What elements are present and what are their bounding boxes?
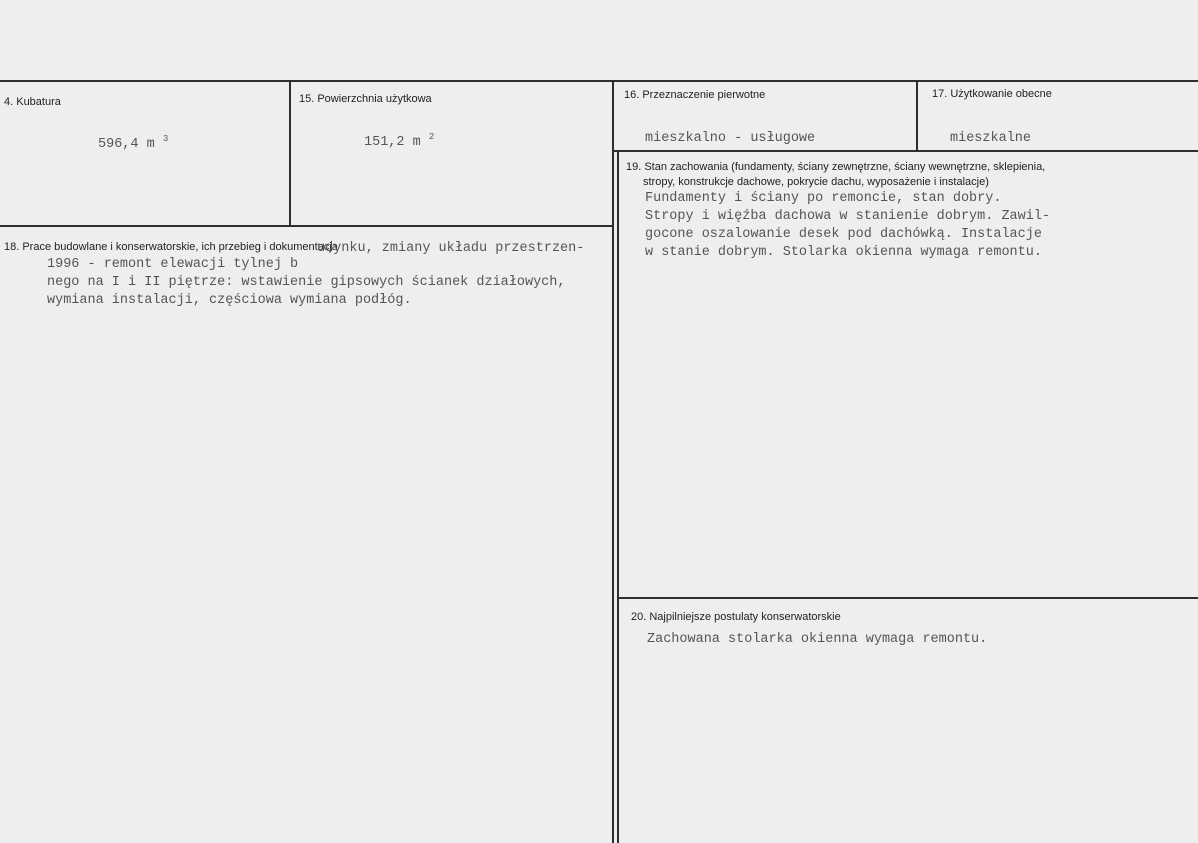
field18-overtyped: udynku, zmiany układu przestrzen- xyxy=(317,241,585,256)
rule-right-mid xyxy=(618,597,1198,599)
rule-row2 xyxy=(612,150,1198,152)
field19-line: Fundamenty i ściany po remoncie, stan dobry. xyxy=(645,191,1002,206)
field20-label: 20. Najpilniejsze postulaty konserwatorskie xyxy=(631,611,841,623)
field18-line: 1996 - remont elewacji tylnej b xyxy=(47,257,299,272)
field20-value: Zachowana stolarka okienna wymaga remontu. xyxy=(647,632,988,647)
rule-v-16-17 xyxy=(916,80,918,152)
field15-label: 15. Powierzchnia użytkowa xyxy=(299,93,432,105)
field16-label: 16. Przeznaczenie pierwotne xyxy=(624,89,766,101)
field14-value: 596,4 m $^3$ xyxy=(98,134,169,152)
field16-value: mieszkalno - usługowe xyxy=(645,131,816,146)
field18-label: 18. Prace budowlane i konserwatorskie, ich przebieg i dokumentacja xyxy=(4,241,338,253)
rule-v-left-right xyxy=(612,80,614,843)
field15-value: 151,2 m $^2$ xyxy=(364,132,435,150)
rule-top xyxy=(0,80,1198,82)
field19-label-line2: stropy, konstrukcje dachowe, pokrycie dachu, wyposażenie i instalacje) xyxy=(643,176,989,188)
field19-line: Stropy i więźba dachowa w stanienie dobrym. Zawil- xyxy=(645,209,1051,224)
field14-label: 4. Kubatura xyxy=(4,96,61,108)
field18-line: wymiana instalacji, częściowa wymiana podłóg. xyxy=(47,293,412,308)
rule-v-inner xyxy=(617,150,619,843)
field18-text xyxy=(47,256,565,310)
field19-line: gocone oszalowanie desek pod dachówką. Instalacje xyxy=(645,227,1042,242)
field15-unit-sup: 2 xyxy=(428,132,435,142)
field14-unit-sup: 3 xyxy=(162,134,169,144)
rule-left-mid xyxy=(0,225,614,227)
field19-line: w stanie dobrym. Stolarka okienna wymaga remontu. xyxy=(645,245,1042,260)
field19-text xyxy=(645,190,1050,262)
rule-v-14-15 xyxy=(289,80,291,227)
field17-label: 17. Użytkowanie obecne xyxy=(932,88,1052,100)
field17-value: mieszkalne xyxy=(950,131,1032,146)
field19-label-line1: 19. Stan zachowania (fundamenty, ściany zewnętrzne, ściany wewnętrzne, sklepienia, xyxy=(626,161,1046,173)
field18-line: nego na I i II piętrze: wstawienie gipsowych ścianek działowych, xyxy=(47,275,566,290)
